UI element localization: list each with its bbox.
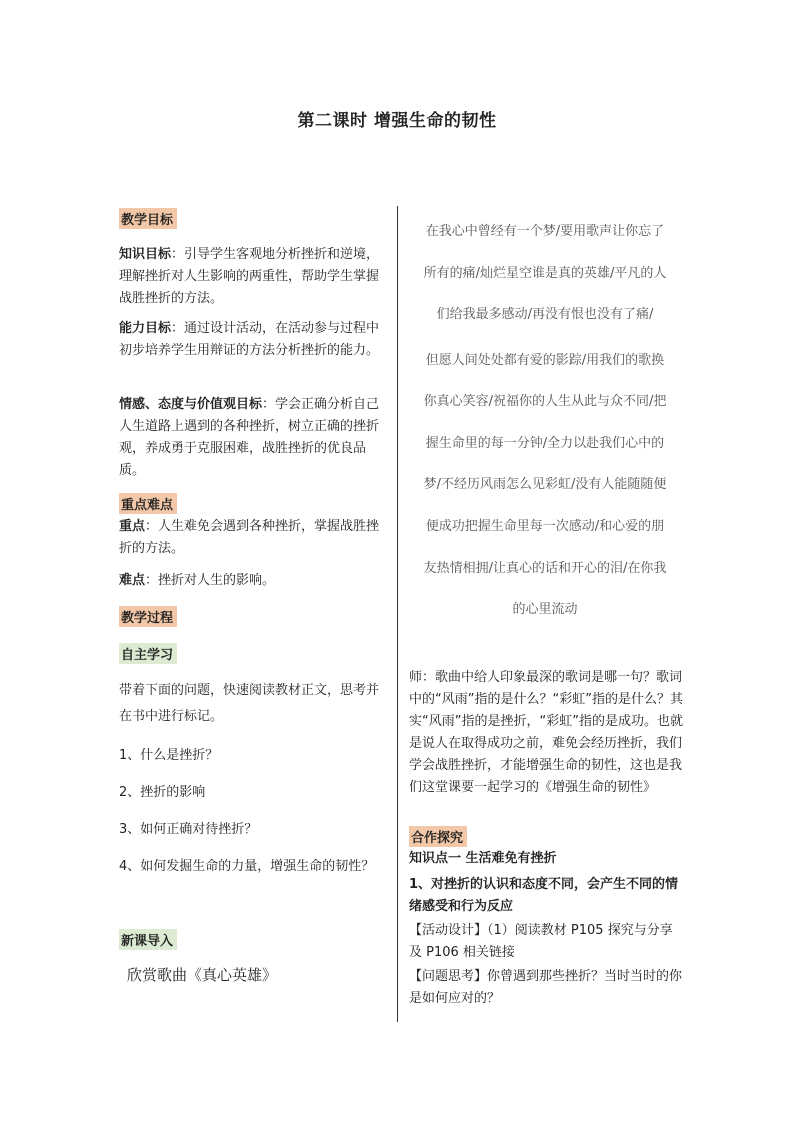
lyric-line: 的心里流动 — [512, 602, 578, 617]
ability-goal-text: ：通过设计活动，在活动参与过程中初步培养学生用辩证的方法分析挫折的能力。 — [119, 321, 380, 358]
cooperative-inquiry-heading: 合作探究 — [409, 826, 685, 847]
question-item: 2、挫折的影响 — [119, 785, 206, 800]
lyric-line: 们给我最多感动/再没有恨也没有了痛/ — [436, 307, 654, 322]
question-item: 1、什么是挫折？ — [119, 748, 219, 763]
page-title: 第二课时 增强生命的韧性 — [297, 111, 497, 131]
knowledge-goal-label: 知识目标 — [119, 247, 172, 262]
new-lesson-heading: 新课导入 — [119, 929, 389, 950]
activity-design: 【活动设计】（1）阅读教材 P105 探究与分享及 P106 相关链接 — [409, 923, 673, 960]
lyric-line: 所有的痛/灿烂星空谁是真的英雄/平凡的人 — [423, 266, 667, 281]
knowledge-point-title: 知识点一 生活难免有挫折 — [409, 851, 557, 866]
self-study-intro: 带着下面的问题，快速阅读教材正文，思考并在书中进行标记。 — [119, 683, 380, 724]
key-point-text: ：人生难免会遇到各种挫折，掌握战胜挫折的方法。 — [119, 519, 380, 556]
lyric-line: 便成功把握生命里每一次感动/和心爱的朋 — [425, 519, 665, 534]
lyric-line: 但愿人间处处都有爱的影踪/用我们的歌换 — [425, 353, 665, 368]
ability-goal — [119, 318, 389, 362]
emotion-goal-label: 情感、态度与价值观目标 — [119, 397, 263, 412]
knowledge-goal-text: ：引导学生客观地分析挫折和逆境，理解挫折对人生影响的两重性，帮助学生掌握战胜挫折的方法。 — [119, 247, 380, 306]
emotion-goal-text: ：学会正确分析自己人生道路上遇到的各种挫折，树立正确的挫折观，养成勇于克服困难，战胜挫折的优良品质。 — [119, 397, 380, 478]
key-difficulty-heading: 重点难点 — [119, 493, 389, 514]
lyric-line: 你真心笑容/祝福你的人生从此与众不同/把 — [423, 394, 667, 409]
lyric-line: 友热情相拥/让真心的话和开心的泪/在你我 — [423, 561, 667, 576]
question-item: 4、如何发掘生命的力量，增强生命的韧性？ — [119, 859, 375, 874]
knowledge-point-subtitle: 1、对挫折的认识和态度不同，会产生不同的情绪感受和行为反应 — [409, 877, 679, 914]
song-appreciation: 欣赏歌曲《真心英雄》 — [127, 966, 278, 984]
lyric-line: 握生命里的每一分钟/全力以赴我们心中的 — [425, 436, 665, 451]
knowledge-goal — [119, 244, 389, 310]
teaching-goals-heading: 教学目标 — [119, 208, 389, 229]
lyric-line: 梦/不经历风雨怎么见彩虹/没有人能随随便 — [423, 477, 667, 492]
teacher-commentary: 师：歌曲中给人印象最深的歌词是哪一句？歌词中的“风雨”指的是什么？“彩虹”指的是什么？其实“风雨”指的是挫折，“彩虹”指的是成功。也就是说人在取得成功之前，难免会经历挫折，我们学会战胜挫折，才能增强生命的韧性，这也是我们这堂课要一起学习的《增强生命的韧性》 — [409, 670, 683, 795]
question-thinking: 【问题思考】你曾遇到那些挫折？当时当时的你是如何应对的？ — [409, 969, 683, 1006]
difficult-point — [119, 570, 389, 592]
ability-goal-label: 能力目标 — [119, 321, 172, 336]
key-point-label: 重点 — [119, 519, 146, 534]
teaching-process-heading: 教学过程 — [119, 606, 389, 627]
self-study-heading: 自主学习 — [119, 643, 389, 664]
difficult-point-label: 难点 — [119, 573, 146, 588]
key-point — [119, 516, 389, 560]
emotion-goal — [119, 394, 389, 482]
question-item: 3、如何正确对待挫折？ — [119, 822, 258, 837]
difficult-point-text: ：挫折对人生的影响。 — [145, 573, 276, 588]
lyric-line: 在我心中曾经有一个梦/要用歌声让你忘了 — [425, 224, 665, 239]
column-divider — [397, 206, 398, 1022]
